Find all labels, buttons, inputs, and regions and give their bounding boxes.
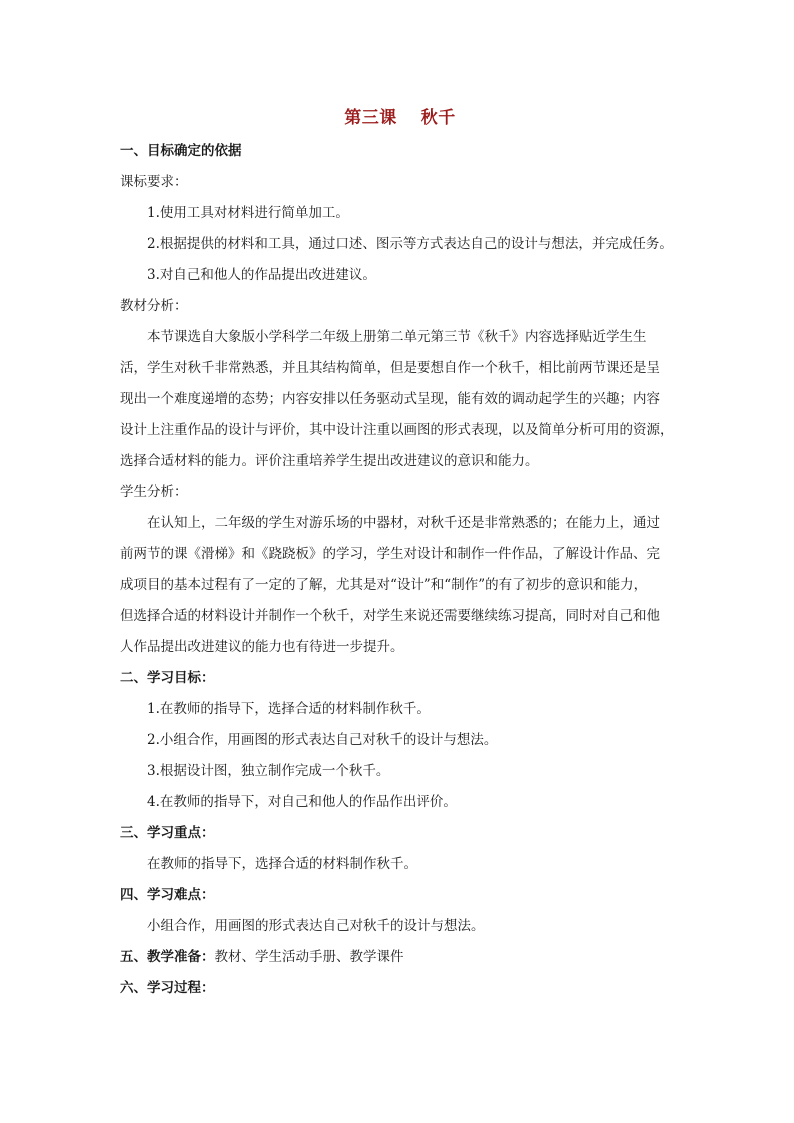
section-5-row: [120, 942, 680, 973]
section-6-heading: 六、学习过程：: [120, 980, 215, 996]
student-analysis-label: 学生分析：: [120, 484, 188, 500]
textbook-analysis-line-2: 活，学生对秋千非常熟悉，并且其结构简单，但是要想自作一个秋千，相比前两节课还是呈: [120, 360, 660, 376]
title-lesson-number: 第三课: [344, 108, 397, 128]
curriculum-item-2: 2.根据提供的材料和工具，通过口述、图示等方式表达自己的设计与想法，并完成任务。: [147, 236, 673, 252]
objective-item-3: 3.根据设计图，独立制作完成一个秋千。: [147, 763, 390, 779]
page-title: [120, 104, 680, 132]
section-5-heading: 五、教学准备：: [120, 949, 215, 965]
key-point-text: 在教师的指导下，选择合适的材料制作秋千。: [147, 856, 417, 872]
section-2-heading: 二、学习目标：: [120, 670, 215, 686]
document-body: [120, 104, 680, 1004]
textbook-analysis-line-5: 选择合适材料的能力。评价注重培养学生提出改进建议的意识和能力。: [120, 453, 539, 469]
student-analysis-line-3: 成项目的基本过程有了一定的了解，尤其是对“设计”和“制作”的有了初步的意识和能力，: [120, 577, 648, 593]
curriculum-label: 课标要求：: [120, 174, 188, 190]
student-analysis-line-5: 人作品提出改进建议的能力也有待进一步提升。: [120, 639, 404, 655]
preparation-text: 教材、学生活动手册、教学课件: [214, 949, 404, 965]
section-4-heading: 四、学习难点：: [120, 887, 215, 903]
student-analysis-line-2: 前两节的课《滑梯》和《跷跷板》的学习，学生对设计和制作一件作品，了解设计作品、完: [120, 546, 660, 562]
textbook-analysis-line-3: 现出一个难度递增的态势；内容安排以任务驱动式呈现，能有效的调动起学生的兴趣；内容: [120, 391, 660, 407]
student-analysis-line-1: 在认知上，二年级的学生对游乐场的中器材，对秋千还是非常熟悉的；在能力上，通过: [147, 515, 660, 531]
student-analysis-line-4: 但选择合适的材料设计并制作一个秋千，对学生来说还需要继续练习提高，同时对自己和他: [120, 608, 660, 624]
objective-item-4: 4.在教师的指导下，对自己和他人的作品作出评价。: [147, 794, 457, 810]
section-3-heading: 三、学习重点：: [120, 825, 215, 841]
textbook-analysis-line-1: 本节课选自大象版小学科学二年级上册第二单元第三节《秋千》内容选择贴近学生生: [147, 329, 647, 345]
curriculum-item-1: 1.使用工具对材料进行简单加工。: [147, 205, 349, 221]
textbook-analysis-label: 教材分析：: [120, 298, 188, 314]
objective-item-2: 2.小组合作，用画图的形式表达自己对秋千的设计与想法。: [147, 732, 498, 748]
difficulty-text: 小组合作，用画图的形式表达自己对秋千的设计与想法。: [147, 918, 485, 934]
objective-item-1: 1.在教师的指导下，选择合适的材料制作秋千。: [147, 701, 430, 717]
section-1-heading: 一、目标确定的依据: [120, 143, 242, 159]
curriculum-item-3: 3.对自己和他人的作品提出改进建议。: [147, 267, 376, 283]
textbook-analysis-line-4: 设计上注重作品的设计与评价，其中设计注重以画图的形式表现，以及简单分析可用的资源，: [120, 422, 674, 438]
title-lesson-name: 秋千: [420, 108, 456, 128]
